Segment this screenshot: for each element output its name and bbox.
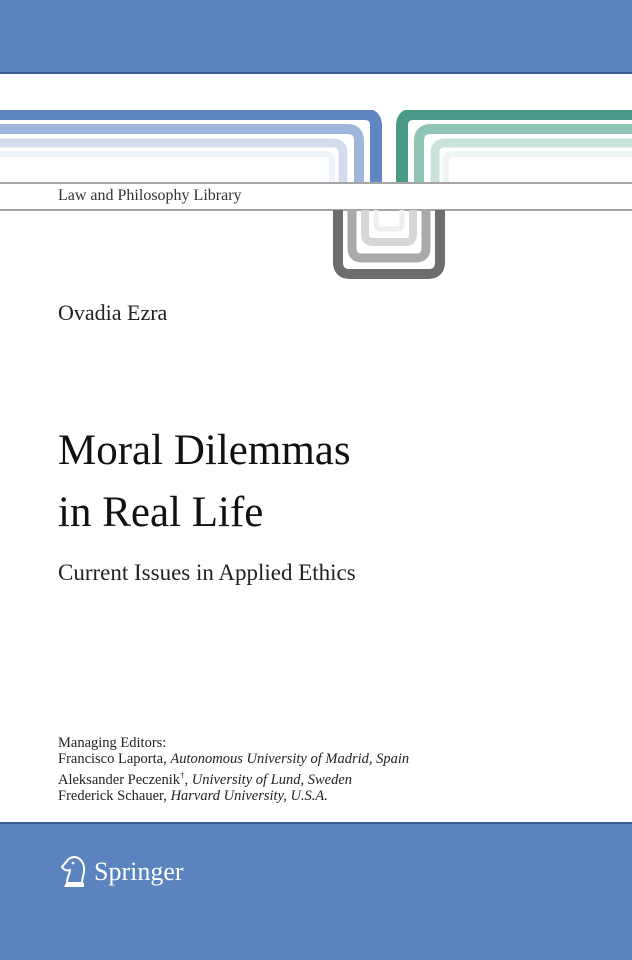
editor-name: Francisco Laporta, [58,751,167,767]
publisher-logo [58,852,184,892]
blue-stripe-inner [0,143,343,182]
editor-line [58,788,409,804]
book-subtitle: Current Issues in Applied Ethics [58,560,356,585]
series-name: Law and Philosophy Library [58,187,242,204]
publisher-name: Springer [94,857,184,886]
author-name: Ovadia Ezra [58,300,168,325]
editor-affiliation: University of Lund, Sweden [191,771,353,788]
managing-editors [58,735,409,804]
editor-affiliation: Autonomous University of Madrid, Spain [170,751,410,767]
dagger-mark: † [180,770,185,780]
bottom-band-edge [0,822,632,824]
teal-stripe-inner [435,143,632,182]
top-color-band [0,0,632,74]
editor-name: Frederick Schauer, [58,787,167,804]
editor-affiliation: Harvard University, U.S.A. [170,787,328,804]
gray-u-inner [365,210,413,242]
editors-heading: Managing Editors: [58,735,167,751]
blue-stripe-core [0,154,332,182]
editor-line [58,751,409,767]
editor-line: Aleksander Peczenik†, University of Lund, Sweden [58,770,353,788]
book-title [58,420,351,544]
title-line-2: in Real Life [58,489,264,536]
editor-name: Aleksander Peczenik [58,771,180,788]
gray-u-core [376,210,402,229]
title-line-1: Moral Dilemmas [58,427,351,474]
top-band-edge [0,72,632,74]
teal-stripe-core [446,154,632,182]
springer-chess-knight-icon [58,855,88,889]
